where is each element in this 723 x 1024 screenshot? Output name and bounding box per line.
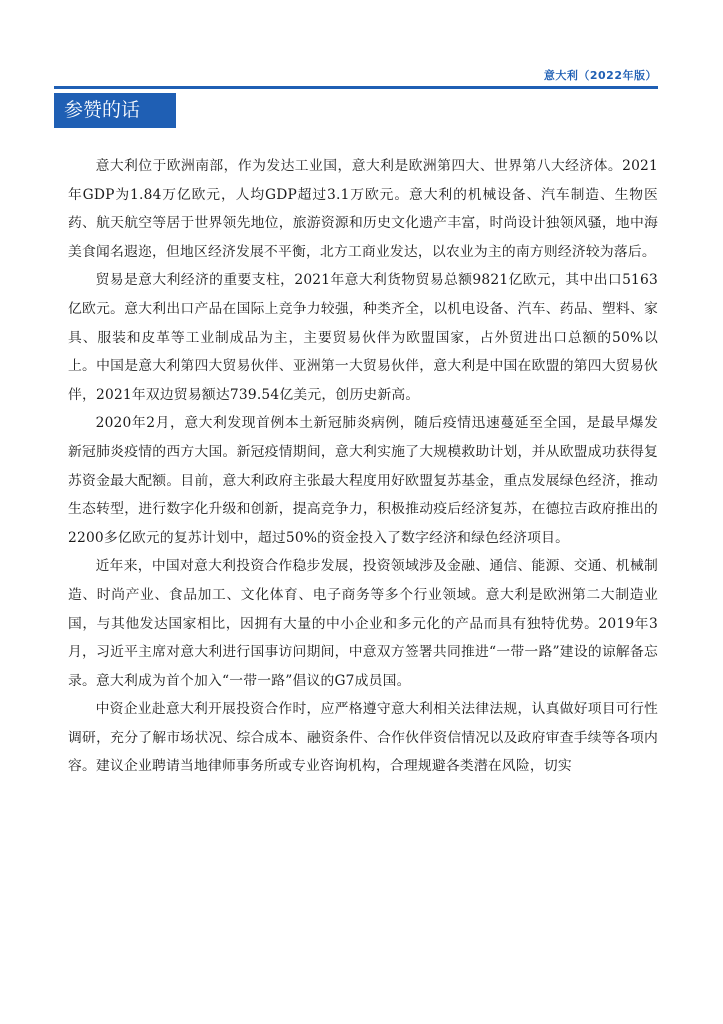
paragraph: 贸易是意大利经济的重要支柱，2021年意大利货物贸易总额9821亿欧元，其中出口5163亿欧元。意大利出口产品在国际上竞争力较强，种类齐全，以机电设备、汽车、药品、塑料、家具、服装和皮革等工业制成品为主，主要贸易伙伴为欧盟国家，占外贸进出口总额的50%以上。中国是意大利第四大贸易伙伴、亚洲第一大贸易伙伴，意大利是中国在欧盟的第四大贸易伙伴，2021年双边贸易额达739.54亿美元，创历史新高。 [68,272,658,403]
paragraph: 意大利位于欧洲南部，作为发达工业国，意大利是欧洲第四大、世界第八大经济体。2021年GDP为1.84万亿欧元，人均GDP超过3.1万欧元。意大利的机械设备、汽车制造、生物医药、航天航空等居于世界领先地位，旅游资源和历史文化遗产丰富，时尚设计独领风骚，地中海美食闻名遐迩，但地区经济发展不平衡，北方工商业发达，以农业为主的南方则经济较为落后。 [68,158,658,260]
paragraph: 2020年2月，意大利发现首例本土新冠肺炎病例，随后疫情迅速蔓延至全国，是最早爆发新冠肺炎疫情的西方大国。新冠疫情期间，意大利实施了大规模救助计划，并从欧盟成功获得复苏资金最大配额。目前，意大利政府主张最大程度用好欧盟复苏基金，重点发展绿色经济，推动生态转型，进行数字化升级和创新，提高竞争力，积极推动疫后经济复苏，在德拉吉政府推出的2200多亿欧元的复苏计划中，超过50%的资金投入了数字经济和绿色经济项目。 [68,415,658,546]
header-rule [54,86,658,89]
paragraph: 近年来，中国对意大利投资合作稳步发展，投资领域涉及金融、通信、能源、交通、机械制造、时尚产业、食品加工、文化体育、电子商务等多个行业领域。意大利是欧洲第二大制造业国，与其他发达国家相比，因拥有大量的中小企业和多元化的产品而具有独特优势。2019年3月，习近平主席对意大利进行国事访问期间，中意双方签署共同推进“一带一路”建设的谅解备忘录。意大利成为首个加入“一带一路”倡议的G7成员国。 [68,558,658,689]
paragraph: 中资企业赴意大利开展投资合作时，应严格遵守意大利相关法律法规，认真做好项目可行性调研，充分了解市场状况、综合成本、融资条件、合作伙伴资信情况以及政府审查手续等各项内容。建议企业聘请当地律师事务所或专业咨询机构，合理规避各类潜在风险，切实 [68,701,658,775]
body-text [68,152,658,781]
section-title: 参赞的话 [54,93,176,128]
running-header-title: 意大利（2022年版） [543,69,657,82]
